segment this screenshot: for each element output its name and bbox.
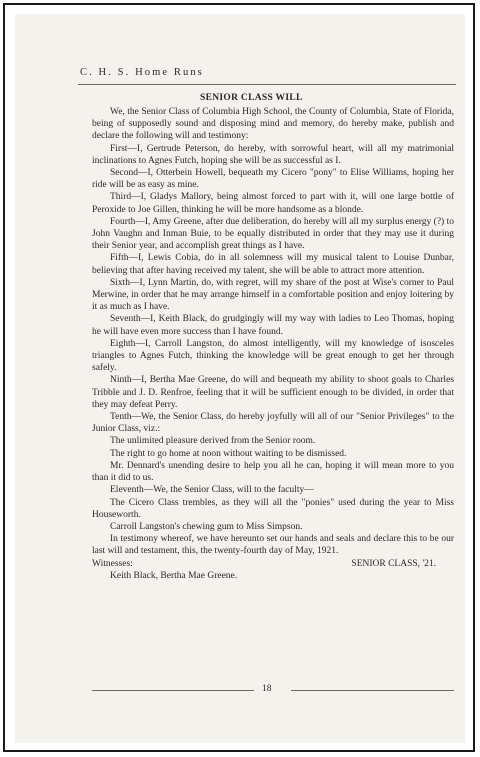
paragraph-preamble: We, the Senior Class of Columbia High School, the County of Columbia, State of Florida, being of supposedly sound and disposing mind and memory, do hereby make, publish and declare the following will and testimony: bbox=[92, 107, 454, 142]
faculty-item: Carroll Langston's chewing gum to Miss Simpson. bbox=[110, 521, 303, 532]
paragraph-third: Third—I, Gladys Mallory, being almost forced to part with it, will one large bottle of Peroxide to Joe Gillen, thinking he will be more handsome as a blonde. bbox=[92, 192, 454, 215]
paragraph-second: Second—I, Otterbein Howell, bequeath my Cicero "pony" to Elise Williams, hoping her ride will be as easy as mine. bbox=[92, 168, 454, 191]
section-title: SENIOR CLASS WILL bbox=[200, 93, 303, 103]
header-rule bbox=[78, 84, 456, 85]
footer-rule-right bbox=[291, 690, 454, 691]
faculty-item: The Cicero Class trembles, as they will all the "ponies" used during the year to Miss Houseworth. bbox=[92, 497, 454, 520]
page-number: 18 bbox=[262, 684, 272, 694]
privilege-item: The right to go home at noon without waiting to be dismissed. bbox=[110, 448, 347, 459]
signature-row bbox=[92, 558, 454, 570]
paragraph-sixth: Sixth—I, Lynn Martin, do, with regret, will my share of the post at Wise's corner to Paul Merwine, in order that he may arrange himself in a comfortable position and enjoy loitering by it as much as I have. bbox=[92, 277, 454, 313]
class-signature: SENIOR CLASS, '21. bbox=[351, 558, 436, 569]
paragraph-fourth: Fourth—I, Amy Greene, after due deliberation, do hereby will all my surplus energy (?) to John Vaughn and Inman Buie, to be equally distributed in order that they may use it during their Senior year, and accomplish great things as I have. bbox=[92, 216, 454, 252]
footer-rule-left bbox=[92, 690, 254, 691]
paragraph-eleventh: Eleventh—We, the Senior Class, will to the faculty— bbox=[110, 485, 314, 496]
paragraph-tenth: Tenth—We, the Senior Class, do hereby joyfully will all of our "Senior Privileges" to the Junior Class, viz.: bbox=[92, 412, 454, 435]
will-body bbox=[92, 106, 454, 582]
paragraph-testimony: In testimony whereof, we have hereunto set our hands and seals and declare this to be our last will and testament, this, the twenty-fourth day of May, 1921. bbox=[92, 534, 454, 557]
witnesses-label: Witnesses: bbox=[92, 558, 133, 569]
running-header: C. H. S. Home Runs bbox=[80, 67, 204, 78]
witness-names: Keith Black, Bertha Mae Greene. bbox=[110, 570, 238, 581]
paragraph-ninth: Ninth—I, Bertha Mae Greene, do will and bequeath my ability to shoot goals to Charles Tribble and J. D. Renfroe, feeling that it will be sufficient enough to be divided, in order that they may defeat Perry. bbox=[92, 375, 454, 410]
paragraph-eighth: Eighth—I, Carroll Langston, do almost intelligently, will my knowledge of isosceles triangles to Agnes Futch, thinking the knowledge will be great enough to get her through safely. bbox=[92, 338, 454, 374]
paragraph-fifth: Fifth—I, Lewis Cobia, do in all solemness will my musical talent to Louise Dunbar, believing that after having received my talent, she will be able to attract more attention. bbox=[92, 253, 454, 276]
paragraph-first: First—I, Gertrude Peterson, do hereby, with sorrowful heart, will all my matrimonial inclinations to Agnes Futch, hoping she will be as successful as I. bbox=[92, 143, 454, 166]
paragraph-seventh: Seventh—I, Keith Black, do grudgingly will my way with ladies to Leo Thomas, hoping he will have even more success than I have found. bbox=[92, 314, 454, 337]
privilege-item: Mr. Dennard's unending desire to help you all he can, hoping it will mean more to you than it did to us. bbox=[92, 460, 454, 484]
privilege-item: The unlimited pleasure derived from the Senior room. bbox=[110, 436, 316, 447]
